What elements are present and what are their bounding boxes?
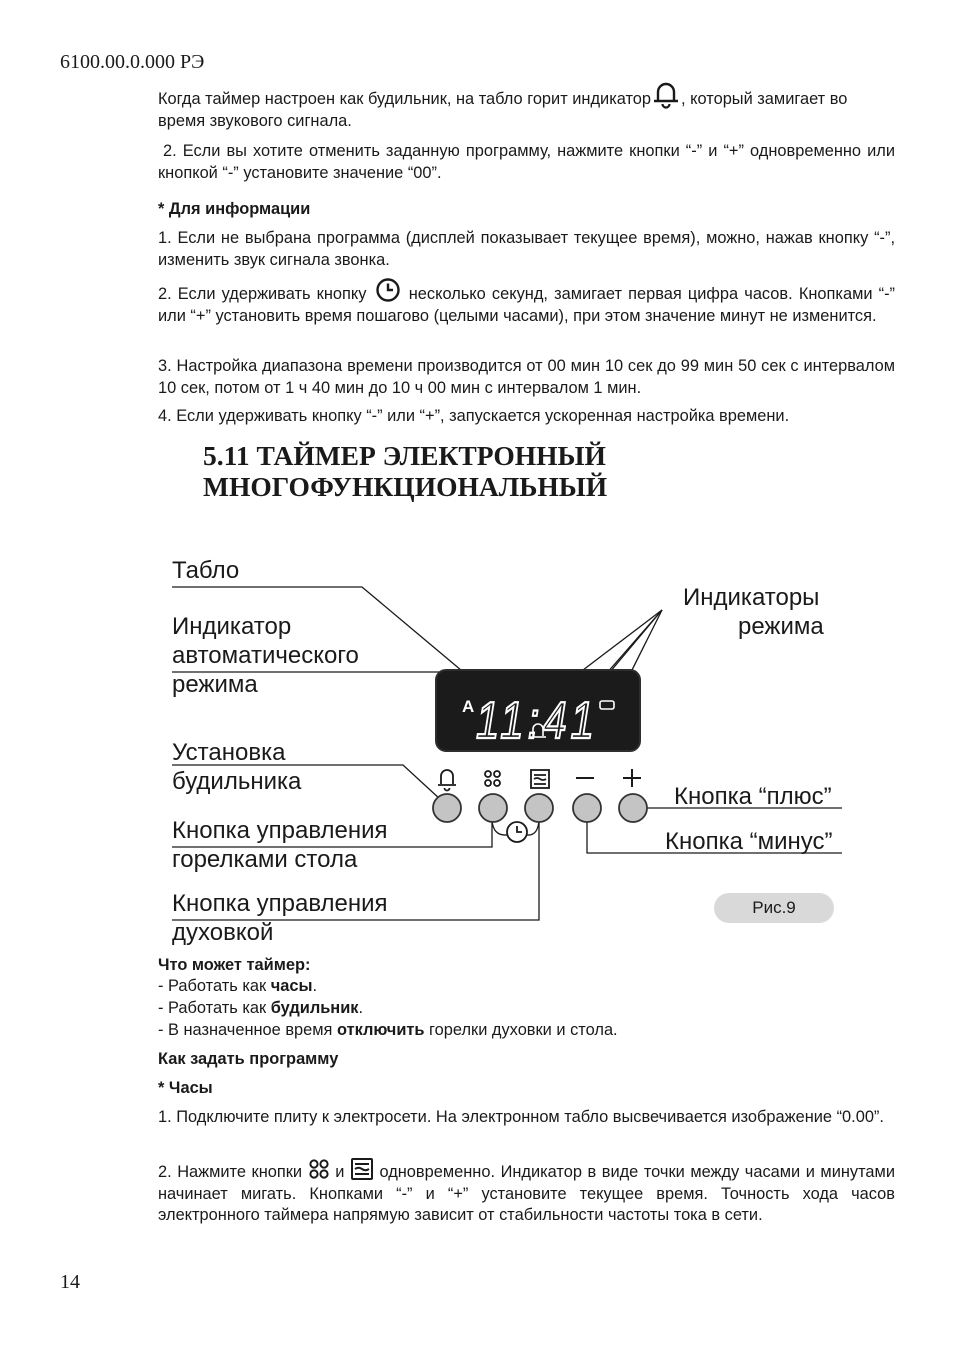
label-mode-indicators-1: Индикаторы — [683, 584, 820, 611]
label-alarm-2: будильника — [172, 768, 302, 795]
hob-button[interactable] — [479, 794, 507, 822]
timer-capabilities-heading: Что может таймер: — [158, 956, 311, 974]
capability-alarm: - Работать как будильник. — [158, 999, 364, 1017]
oven-button[interactable] — [525, 794, 553, 822]
label-oven-2: духовкой — [172, 919, 274, 946]
display-time: 11:41 — [476, 692, 598, 750]
minus-button[interactable] — [573, 794, 601, 822]
document-number: 6100.00.0.000 РЭ — [60, 51, 205, 73]
hob-button-icon — [485, 771, 500, 786]
label-auto-1: Индикатор — [172, 613, 292, 640]
label-alarm-1: Установка — [172, 739, 286, 766]
label-minus: Кнопка “минус” — [665, 828, 833, 855]
plus-button-icon — [623, 769, 641, 787]
label-auto-2: автоматического — [172, 642, 359, 669]
info-item-3: 3. Настройка диапазона времени производится от 00 мин 10 сек до 99 мин 50 сек с интервалом 10 сек, потом от 1 ч 40 мин до 10 ч 00 мин с интервалом 1 мин. — [158, 357, 895, 397]
capability-clock: - Работать как часы. — [158, 977, 318, 995]
clock-subheading: * Часы — [158, 1079, 213, 1097]
label-oven-1: Кнопка управления — [172, 890, 388, 917]
alarm-indicator-paragraph: Когда таймер настроен как будильник, на табло горит индикатор , который замигает во время звукового сигнала. — [158, 89, 895, 132]
alarm-button[interactable] — [433, 794, 461, 822]
page-number: 14 — [60, 1271, 80, 1293]
oven-icon — [350, 1157, 374, 1181]
clock-step-2: 2. Нажмите кнопки и одновременно. Индикатор в виде точки между часами и минутами начинает мигать. Кнопками “-” и “+” установите текущее время. Точность хода часов электронного таймера напрямую зависит от стабильности частоты тока в сети. — [158, 1162, 895, 1227]
info-heading: * Для информации — [158, 200, 311, 218]
capability-shutoff: - В назначенное время отключить горелки духовки и стола. — [158, 1021, 618, 1039]
section-heading-line-2: МНОГОФУНКЦИОНАЛЬНЫЙ — [203, 471, 608, 502]
label-hob-1: Кнопка управления — [172, 817, 388, 844]
label-auto-3: режима — [172, 671, 258, 698]
plus-button[interactable] — [619, 794, 647, 822]
clock-step-1: 1. Подключите плиту к электросети. На электронном табло высвечивается изображение “0.00”. — [158, 1108, 884, 1126]
figure-caption: Рис.9 — [714, 893, 834, 923]
info-item-4: 4. Если удерживать кнопку “-” или “+”, запускается ускоренная настройка времени. — [158, 407, 790, 425]
bell-button-icon — [438, 770, 456, 791]
clock-combo-icon — [507, 822, 527, 842]
hob-icon — [308, 1158, 330, 1180]
label-display: Табло — [172, 557, 240, 584]
display-auto-indicator: A — [462, 697, 475, 716]
oven-button-icon — [531, 770, 549, 788]
info-item-2: 2. Если удерживать кнопку несколько секунд, замигает первая цифра часов. Кнопками “-” или “+” установить время пошагово (целыми часами), при этом значение минут не изменится. — [158, 284, 895, 327]
label-hob-2: горелками стола — [172, 846, 358, 873]
how-to-heading: Как задать программу — [158, 1050, 339, 1068]
info-item-1: 1. Если не выбрана программа (дисплей показывает текущее время), можно, нажав кнопку “-”, изменить звук сигнала звонка. — [158, 229, 895, 269]
cancel-program-paragraph: 2. Если вы хотите отменить заданную программу, нажмите кнопки “-” и “+” одновременно или кнопкой “-” установите значение “00”. — [158, 142, 895, 182]
label-mode-indicators-2: режима — [738, 613, 824, 640]
section-heading-line-1: 5.11 ТАЙМЕР ЭЛЕКТРОННЫЙ — [203, 440, 606, 471]
label-plus: Кнопка “плюс” — [674, 783, 832, 810]
